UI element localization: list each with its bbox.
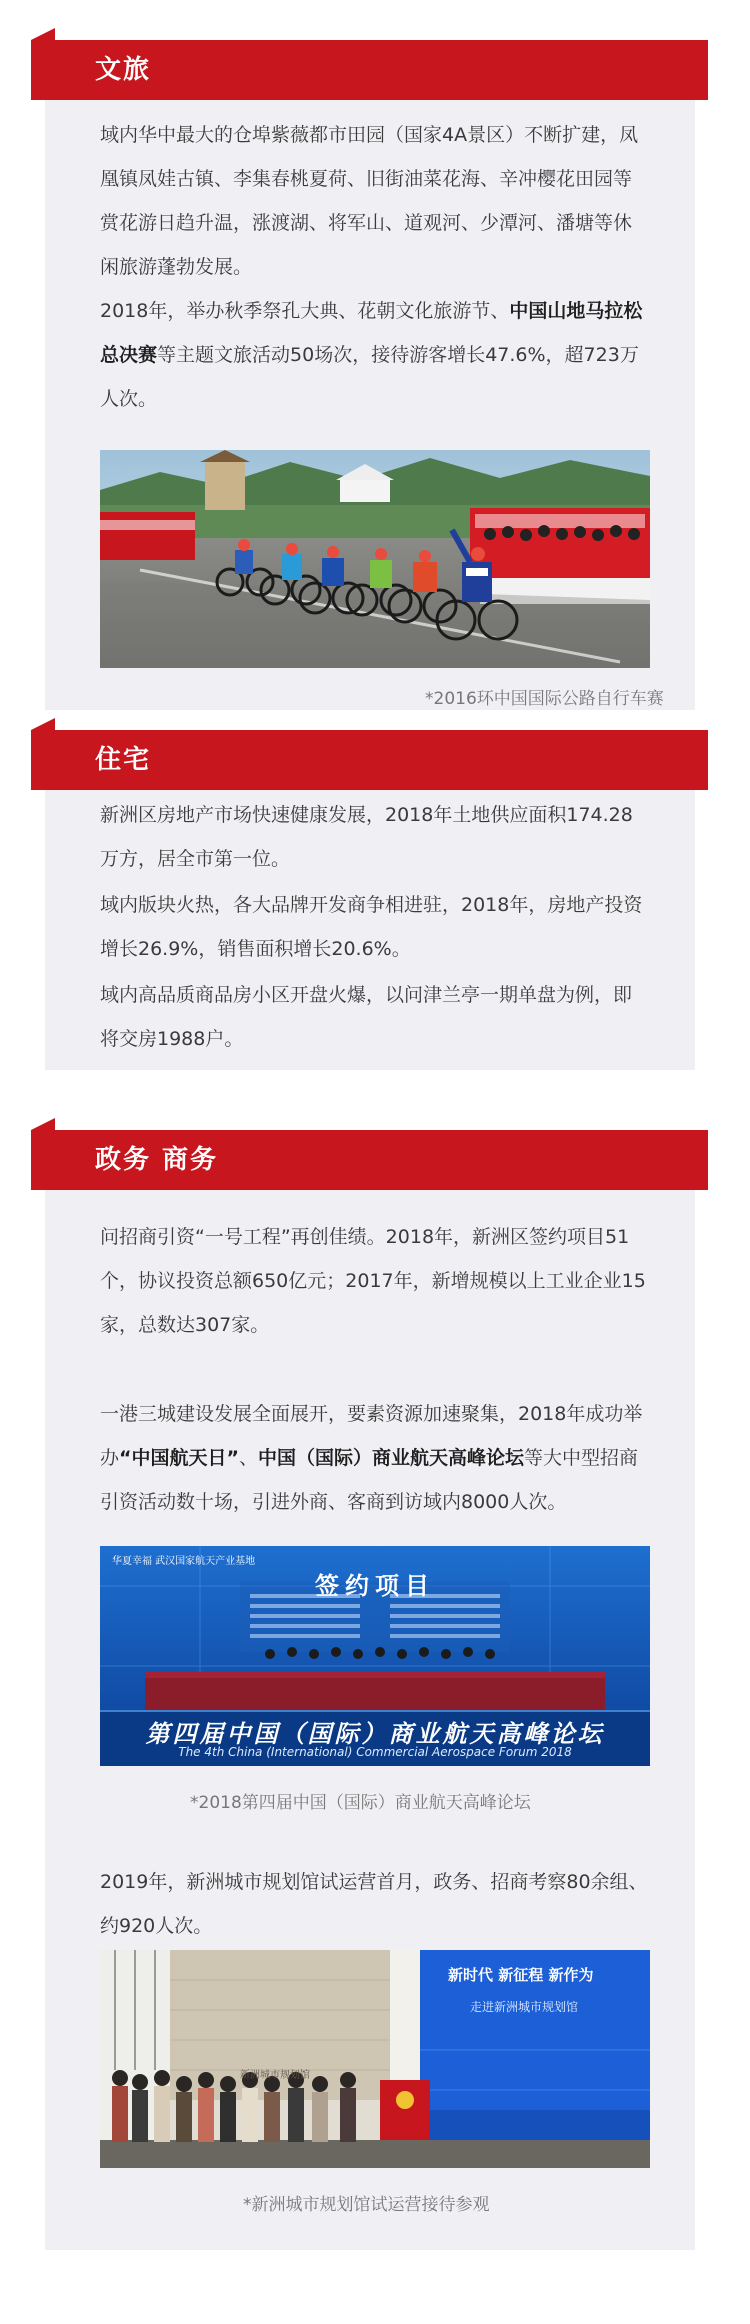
aerospace-day-highlight: “中国航天日” <box>119 1447 239 1469</box>
planning-hall-screen-title: 走进新洲城市规划馆 <box>470 2000 579 2014</box>
aerospace-forum-highlight: 中国（国际）商业航天高峰论坛 <box>258 1447 525 1469</box>
forum-subtitle: The 4th China (International) Commercial Aerospace Forum 2018 <box>178 1745 572 1759</box>
aerospace-forum-photo <box>100 1546 650 1766</box>
business-paragraph-2-separator: 、 <box>239 1447 259 1469</box>
planning-hall-screen-slogan: 新时代 新征程 新作为 <box>448 1966 594 1984</box>
forum-title: 第四届中国（国际）商业航天高峰论坛 <box>145 1720 605 1748</box>
tourism-paragraph-2-text: 2018年，举办秋季祭孔大典、花朝文化旅游节、 <box>100 300 510 322</box>
planning-hall-photo <box>100 1950 650 2168</box>
business-paragraph-3: 2019年，新洲城市规划馆试运营首月，政务、招商考察80余组、约920人次。 <box>100 1871 648 1937</box>
business-paragraph-2-rest: 等大中型招商引资活动数十场，引进外商、客商到访域内8000人次。 <box>100 1447 639 1513</box>
tourism-header <box>31 40 708 100</box>
business-paragraph-2 <box>100 1392 650 1524</box>
business-paragraph-2-text: 一港三城建设发展全面展开，要素资源加速聚集，2018年成功举办 <box>100 1403 643 1469</box>
planning-hall-sign: 新洲城市规划馆 <box>240 2070 310 2081</box>
forum-banner-top: 华夏幸福 武汉国家航天产业基地 <box>112 1556 256 1567</box>
planning-hall-caption: *新洲城市规划馆试运营接待参观 <box>243 2195 490 2215</box>
tourism-paragraph-1-text: 域内华中最大的仓埠紫薇都市田园（国家4A景区）不断扩建，凤凰镇凤娃古镇、李集春桃夏荷、旧街油菜花海、辛冲樱花田园等赏花游日趋升温，涨渡湖、将军山、道观河、少潭河、潘塘等休闲旅游蓬勃发展。 <box>100 124 639 278</box>
business-paragraph-1: 问招商引资“一号工程”再创佳绩。2018年，新洲区签约项目51个，协议投资总额650亿元；2017年，新增规模以上工业企业15家，总数达307家。 <box>100 1226 646 1336</box>
housing-header <box>31 730 708 790</box>
aerospace-forum-caption: *2018第四届中国（国际）商业航天高峰论坛 <box>190 1793 531 1813</box>
forum-banner-title: 签约项目 <box>315 1572 435 1600</box>
cycling-race-caption: *2016环中国国际公路自行车赛 <box>425 689 664 709</box>
tourism-paragraph-2-rest: 等主题文旅活动50场次，接待游客增长47.6%，超723万人次。 <box>100 344 639 410</box>
business-ribbon-tab <box>31 1118 55 1130</box>
tourism-paragraph-2 <box>100 289 650 421</box>
cycling-race-image <box>100 450 650 668</box>
tourism-ribbon-tab <box>31 28 55 40</box>
housing-paragraph-2: 域内版块火热，各大品牌开发商争相进驻，2018年，房地产投资增长26.9%，销售面积增长20.6%。 <box>100 894 643 960</box>
housing-ribbon-tab <box>31 718 55 730</box>
cycling-race-photo <box>100 450 650 668</box>
housing-title: 住宅 <box>95 745 152 775</box>
tourism-title: 文旅 <box>95 55 152 85</box>
housing-paragraph-3: 域内高品质商品房小区开盘火爆，以问津兰亭一期单盘为例，即将交房1988户。 <box>100 984 633 1050</box>
business-header <box>31 1130 708 1190</box>
tourism-marathon-highlight: 中国山地马拉松总决赛 <box>100 300 643 366</box>
tourism-paragraph-1 <box>100 113 650 289</box>
housing-paragraph-1: 新洲区房地产市场快速健康发展，2018年土地供应面积174.28万方，居全市第一位。 <box>100 804 633 870</box>
business-title: 政务 商务 <box>95 1145 219 1175</box>
